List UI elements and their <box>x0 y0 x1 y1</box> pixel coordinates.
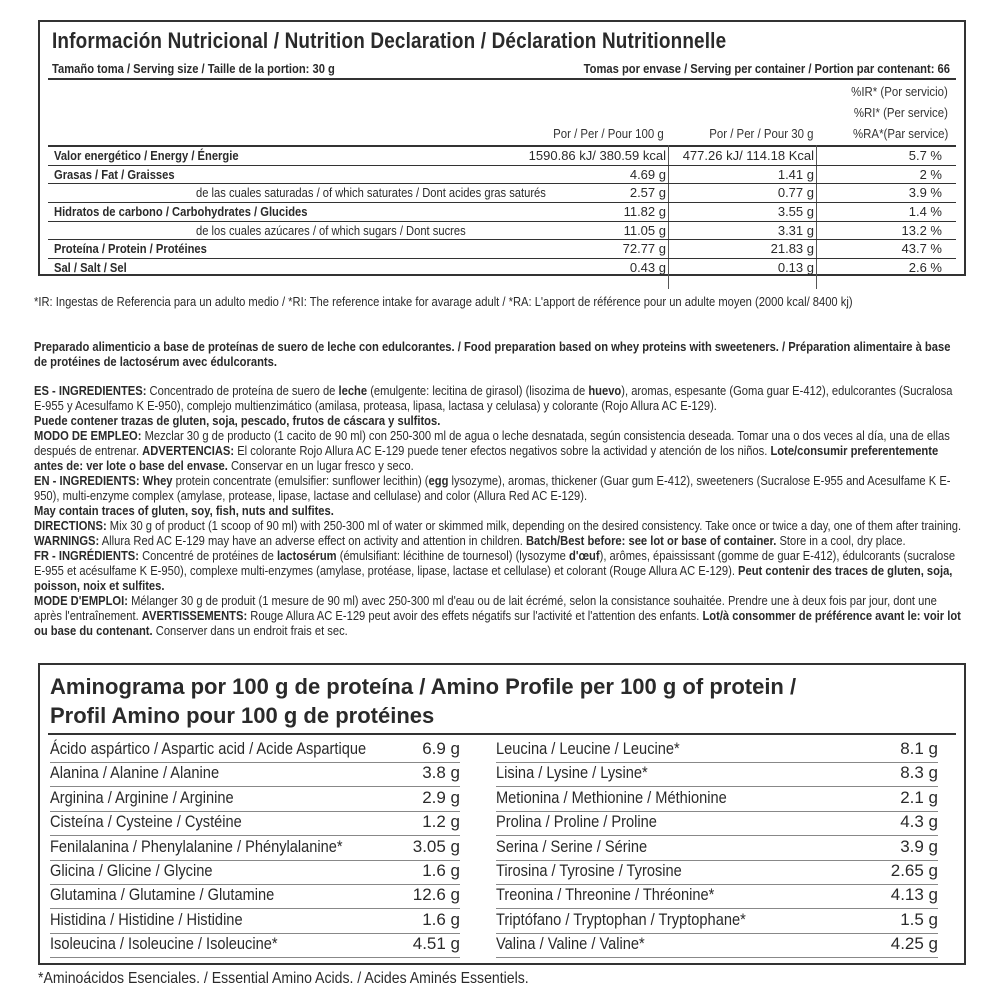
value-ri: 43.7 % <box>901 241 942 256</box>
amino-title-line2: Profil Amino pour 100 g de protéines <box>50 703 435 728</box>
amino-acid-value: 12.6 g <box>412 885 460 905</box>
amino-title-line1: Aminograma por 100 g de proteína / Amino Profile per 100 g of protein / <box>50 674 797 699</box>
nutrient-label: Proteína / Protein / Protéines <box>54 241 207 256</box>
amino-acid-value: 3.9 g <box>900 836 938 856</box>
amino-row <box>496 788 938 812</box>
nutrition-row <box>48 166 956 184</box>
amino-acid-name: Glutamina / Glutamine / Glutamine <box>50 885 275 905</box>
amino-acid-value: 4.51 g <box>412 934 460 954</box>
amino-row <box>496 837 938 861</box>
amino-acid-name: Glicina / Glicine / Glycine <box>50 861 213 880</box>
nutrient-label: Grasas / Fat / Graisses <box>54 167 175 182</box>
amino-acid-name: Valina / Valine / Valine* <box>496 934 645 954</box>
amino-row <box>496 861 938 885</box>
ri-header-fr: %RA*(Par service) <box>852 126 948 141</box>
amino-acid-name: Lisina / Lysine / Lysine* <box>496 763 648 783</box>
per-100g-header: Por / Per / Pour 100 g <box>553 126 664 141</box>
value-per-100g: 11.82 g <box>623 204 666 219</box>
amino-row <box>50 837 460 861</box>
divider <box>48 78 956 80</box>
value-per-30g: 0.77 g <box>777 185 814 200</box>
value-per-100g: 72.77 g <box>622 241 666 256</box>
amino-acid-value: 2.65 g <box>890 861 938 880</box>
amino-acid-name: Histidina / Histidine / Histidine <box>50 909 243 929</box>
value-ri: 2 % <box>919 167 942 182</box>
amino-row <box>496 739 938 763</box>
amino-row <box>50 763 460 787</box>
value-per-30g: 3.55 g <box>777 204 814 219</box>
amino-row <box>496 812 938 836</box>
amino-row <box>50 812 460 836</box>
es-ingredients: ES - INGREDIENTES: Concentrado de proteína de suero de leche (emulgente: lecitina de girasol) (lisozima de huevo), aromas, espesante (Goma guar E-412), edulcorantes (Sucralosa E-955 y Acesulfamo K E-950), complejo multienzimático (amilasa, proteasa, lipasa, lactasa y celulasa) y colorante (Rojo Allura AC E-129). <box>34 383 953 413</box>
amino-acid-name: Cisteína / Cysteine / Cystéine <box>50 812 242 832</box>
value-per-100g: 11.05 g <box>623 223 666 238</box>
ri-header-es: %IR* (Por servicio) <box>851 84 948 99</box>
amino-acid-value: 4.13 g <box>890 885 938 905</box>
value-ri: 5.7 % <box>908 148 942 163</box>
amino-acid-value: 8.1 g <box>900 739 938 758</box>
amino-row <box>496 910 938 934</box>
amino-acid-value: 2.9 g <box>422 787 460 807</box>
value-ri: 2.6 % <box>908 260 942 275</box>
preparation-statement <box>34 339 964 369</box>
amino-acid-name: Arginina / Arginine / Arginine <box>50 787 234 807</box>
preparation-text: Preparado alimenticio a base de proteínas de suero de leche con edulcorantes. / Food preparation based on whey proteins with sweeteners. / Préparation alimentaire à base de protéines de lactosérum avec édulcorants. <box>34 339 951 369</box>
value-ri: 13.2 % <box>901 223 942 238</box>
amino-profile-table <box>38 663 966 965</box>
value-per-100g: 1590.86 kJ/ 380.59 kcal <box>528 148 666 163</box>
amino-acid-name: Isoleucina / Isoleucine / Isoleucine* <box>50 934 278 954</box>
amino-acid-name: Ácido aspártico / Aspartic acid / Acide Aspartique <box>50 739 367 758</box>
es-directions: MODO DE EMPLEO: Mezclar 30 g de producto (1 cacito de 90 ml) con 250-300 ml de agua o leche desnatada, según consistencia deseada. Tomar una o dos veces al día, una de ellas después de entrenar. ADVERTENCIAS: El colorante Rojo Allura AC E-129 puede tener efectos negativos sobre la actividad y atención de los niños. Lote/consumir preferentemente antes de: ver lote o base del envase. Conservar en un lugar fresco y seco. <box>34 428 950 473</box>
value-per-100g: 4.69 g <box>629 167 666 182</box>
amino-acid-name: Prolina / Proline / Proline <box>496 812 657 832</box>
nutrition-row <box>48 259 956 277</box>
row-underline <box>496 957 938 958</box>
nutrient-label: Valor energético / Energy / Énergie <box>54 148 239 163</box>
amino-row <box>50 934 460 958</box>
fr-ingredients: FR - INGRÉDIENTS: Concentré de protéines de lactosérum (émulsifiant: lécithine de tournesol) (lysozyme d'œuf), arômes, épaississant (gomme de guar E-412), édulcorants (sucralose E-955 et acésulfame K E-950), complexe multi-enzymes (amylase, protéase, lipase, lactase et cellulase) et colorant (Rouge Allura AC E-129). Peut contenir des traces de gluten, soja, poisson, noix et sulfites. <box>34 548 956 593</box>
ri-footnote <box>34 294 904 309</box>
serving-size: Tamaño toma / Serving size / Taille de la portion: 30 g <box>52 61 335 76</box>
amino-acid-name: Leucina / Leucine / Leucine* <box>496 739 680 758</box>
amino-acid-name: Fenilalanina / Phenylalanine / Phénylalanine* <box>50 836 343 856</box>
servings-per-container: Tomas por envase / Serving per container / Portion par contenant: 66 <box>583 61 950 76</box>
amino-acid-name: Metionina / Methionine / Méthionine <box>496 787 727 807</box>
amino-acid-name: Serina / Serine / Sérine <box>496 836 648 856</box>
nutrition-row <box>48 240 956 258</box>
value-per-30g: 21.83 g <box>770 241 814 256</box>
amino-row <box>50 910 460 934</box>
en-ingredients: EN - INGREDIENTS: Whey protein concentrate (emulsifier: sunflower lecithin) (egg lysozyme), aromas, thickener (Guar gum E-412), sweeteners (Sucralose E-955 and Acesulfame K E-950), multi-enzyme complex (amylase, protease, lipase, lactase and cellulase) and color (Allura Red AC E-129). <box>34 473 951 503</box>
nutrition-row <box>48 184 956 202</box>
nutrition-row <box>48 147 956 165</box>
fr-directions: MODE D'EMPLOI: Mélanger 30 g de produit (1 mesure de 90 ml) avec 250-300 ml d'eau ou de lait écrémé, selon la consistance souhaitée. Prendre une à deux fois par jour, dont une après l'entraînement. AVERTISSEMENTS: Rouge Allura AC E-129 peut avoir des effets négatifs sur l'activité et l'attention des enfants. Lot/à consommer de préférence avant le: voir lot ou base du contenant. Conserver dans un endroit frais et sec. <box>34 593 961 638</box>
value-per-30g: 0.13 g <box>777 260 814 275</box>
ri-header-en: %RI* (Per service) <box>853 105 948 120</box>
amino-acid-value: 1.6 g <box>422 909 460 929</box>
nutrition-declaration-table <box>38 20 966 276</box>
value-per-30g: 3.31 g <box>777 223 814 238</box>
amino-acid-value: 4.3 g <box>900 812 938 832</box>
ri-footnote-text: *IR: Ingestas de Referencia para un adulto medio / *RI: The reference intake for avarage adult / *RA: L'apport de référence pour un adulte moyen (2000 kcal/ 8400 kj) <box>34 294 853 309</box>
nutrition-title: Información Nutricional / Nutrition Declaration / Déclaration Nutritionnelle <box>52 28 727 53</box>
amino-title <box>50 672 796 730</box>
value-ri: 3.9 % <box>908 185 942 200</box>
en-traces: May contain traces of gluten, soy, fish, nuts and sulfites. <box>34 503 334 518</box>
amino-acid-value: 8.3 g <box>900 763 938 783</box>
amino-acid-value: 3.05 g <box>412 836 460 856</box>
value-per-100g: 2.57 g <box>629 185 666 200</box>
amino-row <box>496 934 938 958</box>
nutrient-label: Hidratos de carbono / Carbohydrates / Glucides <box>54 204 308 219</box>
amino-acid-value: 1.5 g <box>900 909 938 929</box>
nutrient-label: Sal / Salt / Sel <box>54 260 127 275</box>
value-ri: 1.4 % <box>908 204 942 219</box>
amino-row <box>496 763 938 787</box>
amino-acid-value: 2.1 g <box>900 787 938 807</box>
amino-acid-name: Triptófano / Tryptophan / Tryptophane* <box>496 909 746 929</box>
amino-acid-value: 3.8 g <box>422 763 460 783</box>
amino-row <box>496 885 938 909</box>
amino-row <box>50 739 460 763</box>
amino-footnote: *Aminoácidos Esenciales. / Essential Amino Acids. / Acides Aminés Essentiels. <box>38 970 529 987</box>
row-underline <box>50 957 460 958</box>
nutrient-sublabel: de las cuales saturadas / of which saturates / Dont acides gras saturés <box>196 185 546 200</box>
amino-acid-value: 6.9 g <box>422 739 460 758</box>
divider <box>48 733 956 735</box>
value-per-100g: 0.43 g <box>629 260 666 275</box>
amino-row <box>50 885 460 909</box>
amino-acid-name: Treonina / Threonine / Thréonine* <box>496 885 715 905</box>
nutrition-row <box>48 222 956 240</box>
amino-acid-value: 1.2 g <box>422 812 460 832</box>
amino-row <box>50 861 460 885</box>
es-traces: Puede contener trazas de gluten, soja, pescado, frutos de cáscara y sulfitos. <box>34 413 441 428</box>
amino-acid-value: 1.6 g <box>422 861 460 880</box>
amino-row <box>50 788 460 812</box>
nutrition-row <box>48 203 956 221</box>
ingredients-block <box>34 383 964 638</box>
per-30g-header: Por / Per / Pour 30 g <box>709 126 814 141</box>
nutrient-sublabel: de los cuales azúcares / of which sugars / Dont sucres <box>196 223 466 238</box>
amino-acid-name: Alanina / Alanine / Alanine <box>50 763 220 783</box>
value-per-30g: 1.41 g <box>777 167 814 182</box>
en-directions: DIRECTIONS: Mix 30 g of product (1 scoop of 90 ml) with 250-300 ml of water or skimmed milk, depending on the desired consistency. Take once or twice a day, one of them after training. WARNINGS: Allura Red AC E-129 may have an adverse effect on activity and attention in children. Batch/Best before: see lot or base of container. Store in a cool, dry place. <box>34 518 962 548</box>
amino-acid-value: 4.25 g <box>890 934 938 954</box>
value-per-30g: 477.26 kJ/ 114.18 Kcal <box>682 148 814 163</box>
amino-acid-name: Tirosina / Tyrosine / Tyrosine <box>496 861 682 880</box>
